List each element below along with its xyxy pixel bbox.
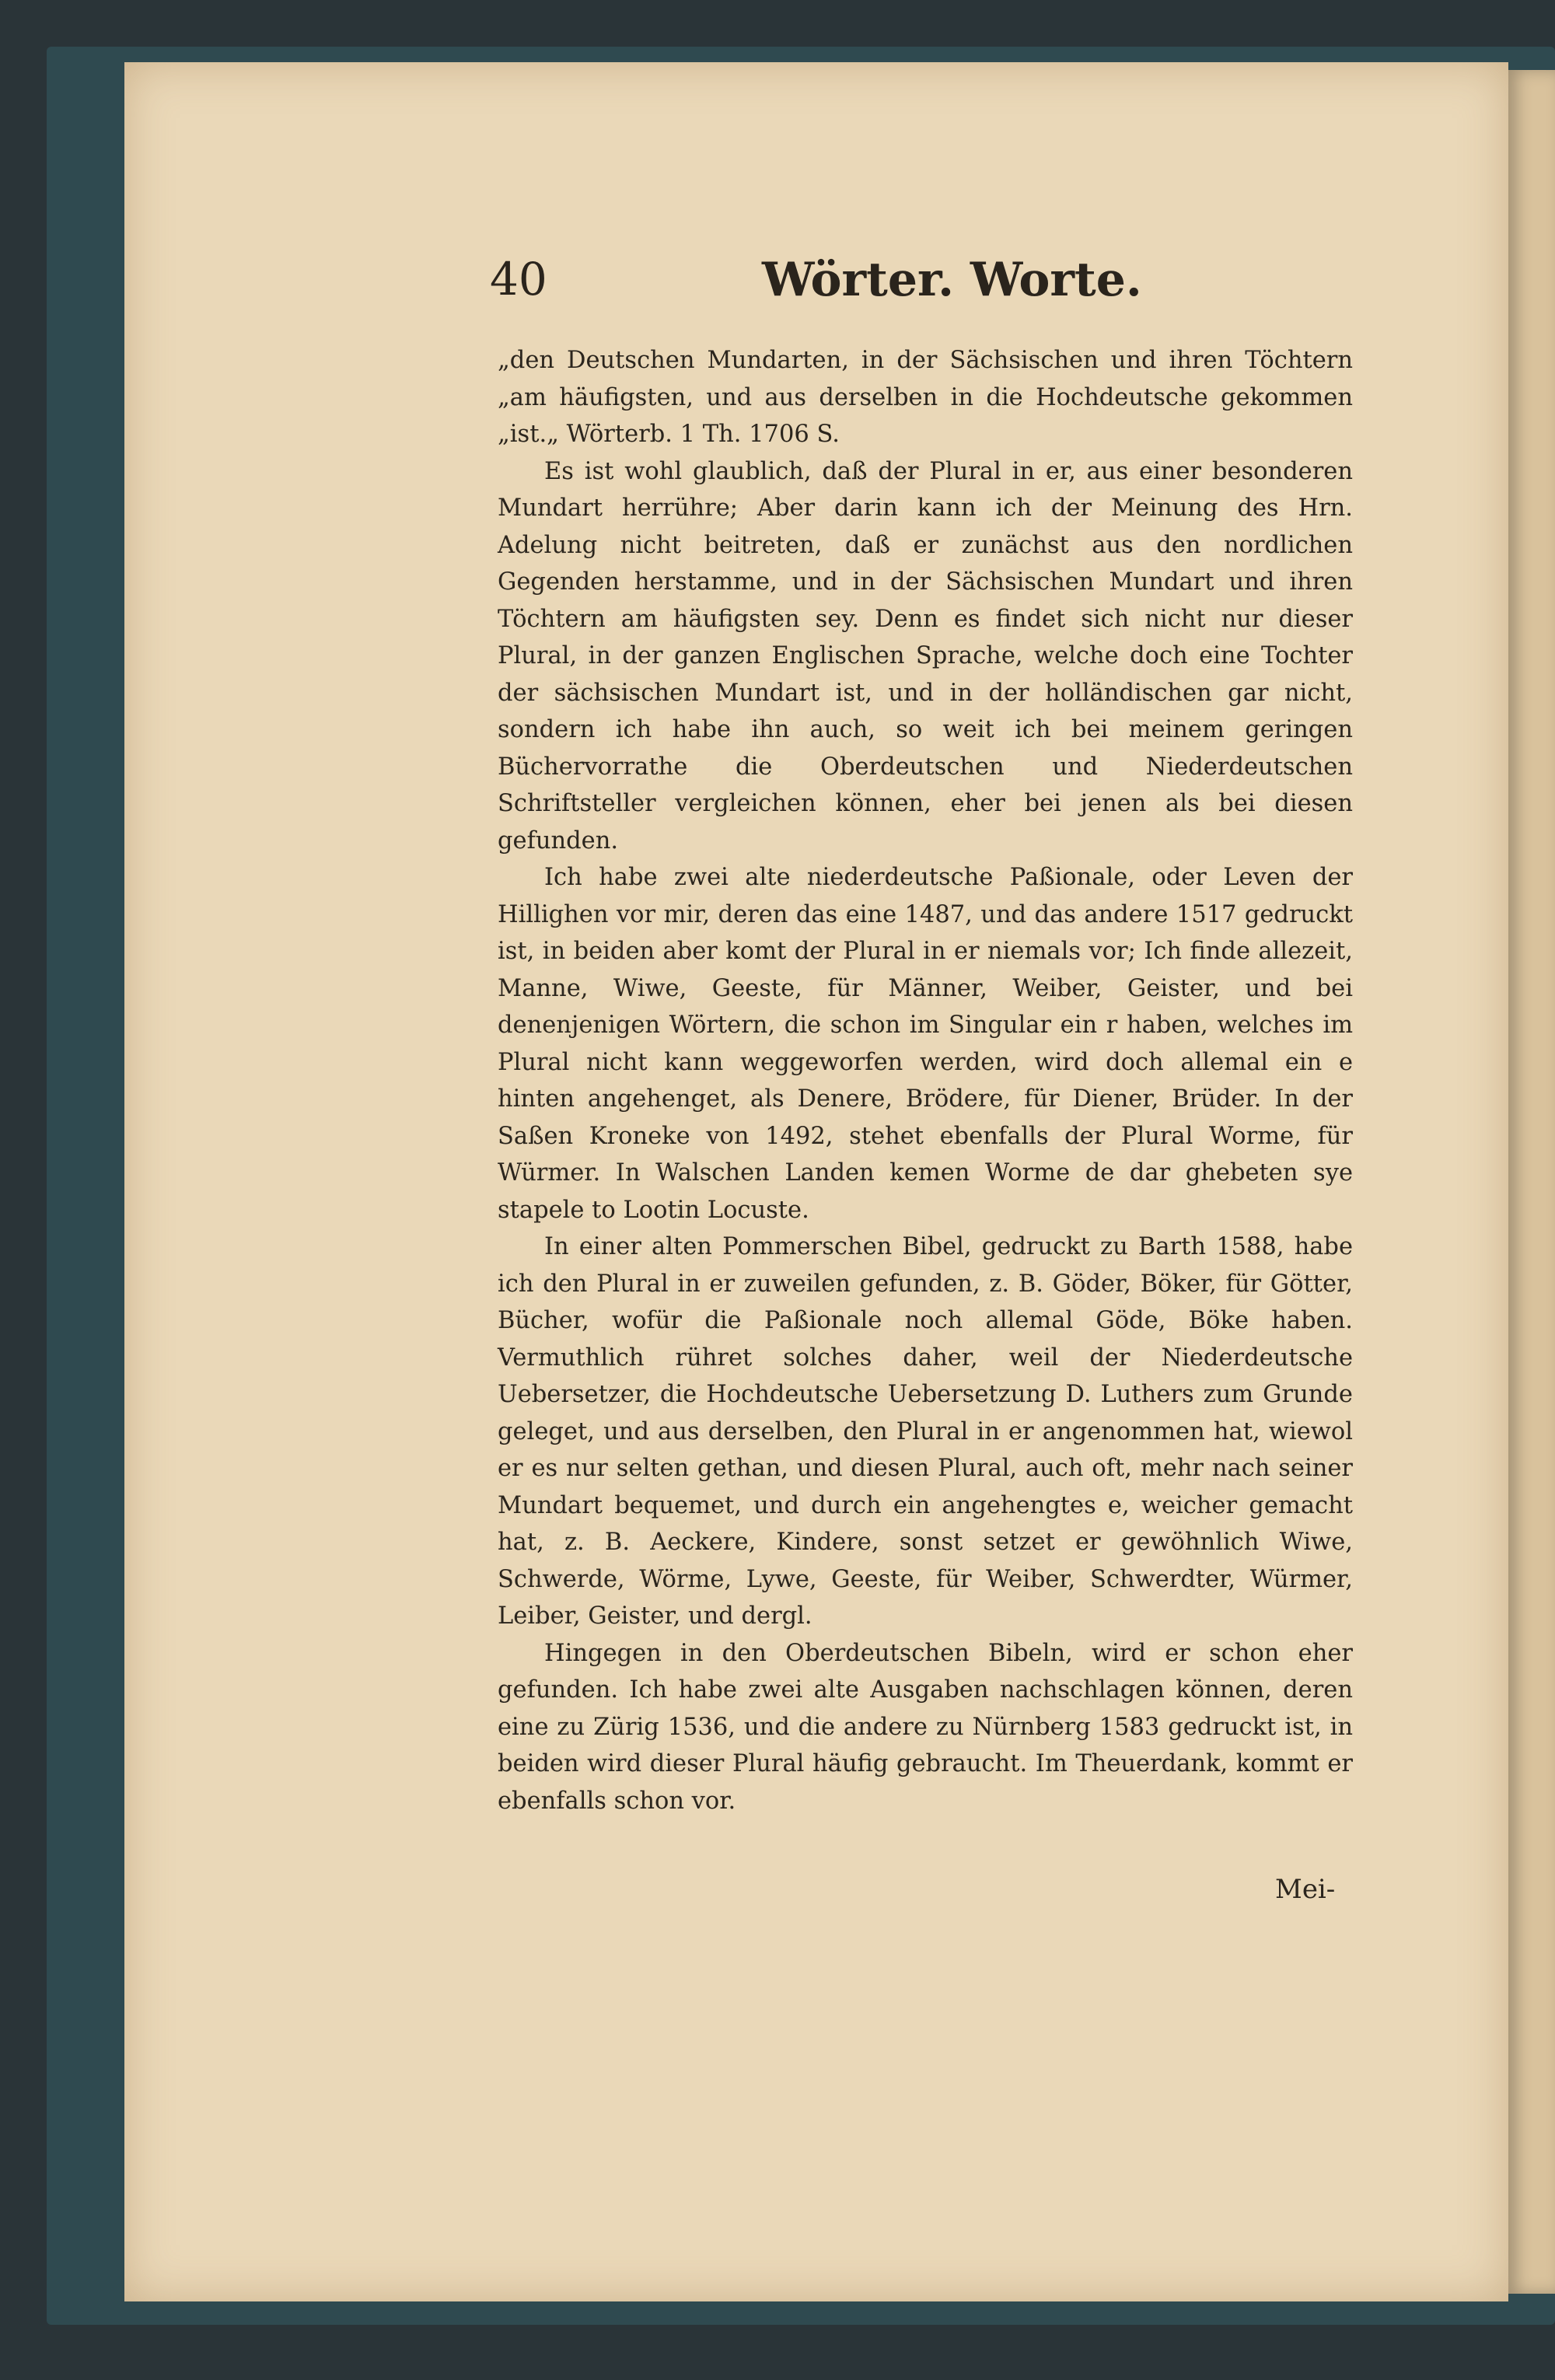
adjacent-page-edge <box>1508 70 1555 2294</box>
page-header <box>490 253 1368 315</box>
body-text <box>498 342 1353 1819</box>
paragraph-quote-continuation: „den Deutschen Mundarten, in der Sächsischen und ihren Töchtern „am häufigsten, und aus derselben in die Hochdeutsche gekommen „ist.„ Wörterb. 1 Th. 1706 S. <box>498 347 1353 448</box>
paragraph: In einer alten Pommerschen Bibel, gedruckt zu Barth 1588, habe ich den Plural in er zuweilen gefunden, z. B. Göder, Böker, für Götter, Bücher, wofür die Paßionale noch allemal Göde, Böke haben. Vermuthlich rühret solches daher, weil der Niederdeutsche Uebersetzer, die Hochdeutsche Uebersetzung D. Luthers zum Grunde geleget, und aus derselben, den Plural in er angenommen hat, wiewol er es nur selten gethan, und diesen Plural, auch oft, mehr nach seiner Mundart bequemet, und durch ein angehengtes e, weicher gemacht hat, z. B. Aeckere, Kindere, sonst setzet er gewöhnlich Wiwe, Schwerde, Wörme, Lywe, Geeste, für Weiber, Schwerdter, Würmer, Leiber, Geister, und dergl. <box>498 1233 1353 1630</box>
paragraph: Es ist wohl glaublich, daß der Plural in er, aus einer besonderen Mundart herrühre; Aber darin kann ich der Meinung des Hrn. Adelung nicht beitreten, daß er zunächst aus den nordlichen Gegenden herstamme, und in der Sächsischen Mundart und ihren Töchtern am häufigsten sey. Denn es findet sich nicht nur dieser Plural, in der ganzen Englischen Sprache, welche doch eine Tochter der sächsischen Mundart ist, und in der holländischen gar nicht, sondern ich habe ihn auch, so weit ich bei meinem geringen Büchervorrathe die Oberdeutschen und Niederdeutschen Schriftsteller vergleichen können, eher bei jenen als bei diesen gefunden. <box>498 457 1353 854</box>
paragraph: Ich habe zwei alte niederdeutsche Paßionale, oder Leven der Hillighen vor mir, deren das eine 1487, und das andere 1517 gedruckt ist, in beiden aber komt der Plural in er niemals vor; Ich finde allezeit, Manne, Wiwe, Geeste, für Männer, Weiber, Geister, und bei denenjenigen Wörtern, die schon im Singular ein r haben, welches im Plural nicht kann weggeworfen werden, wird doch allemal ein e hinten angehenget, als Denere, Brödere, für Diener, Brüder. In der Saßen Kroneke von 1492, stehet ebenfalls der Plural Worme, für Würmer. In Walschen Landen kemen Worme de dar ghebeten sye stapele to Lootin Locuste. <box>498 864 1353 1224</box>
page-number: 40 <box>490 253 547 306</box>
running-title: Wörter. Worte. <box>762 253 1142 307</box>
paragraph: Hingegen in den Oberdeutschen Bibeln, wird er schon eher gefunden. Ich habe zwei alte Ausgaben nachschlagen können, deren eine zu Zürig 1536, und die andere zu Nürnberg 1583 gedruckt ist, in beiden wird dieser Plural häufig gebraucht. Im Theuerdank, kommt er ebenfalls schon vor. <box>498 1639 1353 1815</box>
catchword: Mei- <box>1275 1874 1336 1905</box>
